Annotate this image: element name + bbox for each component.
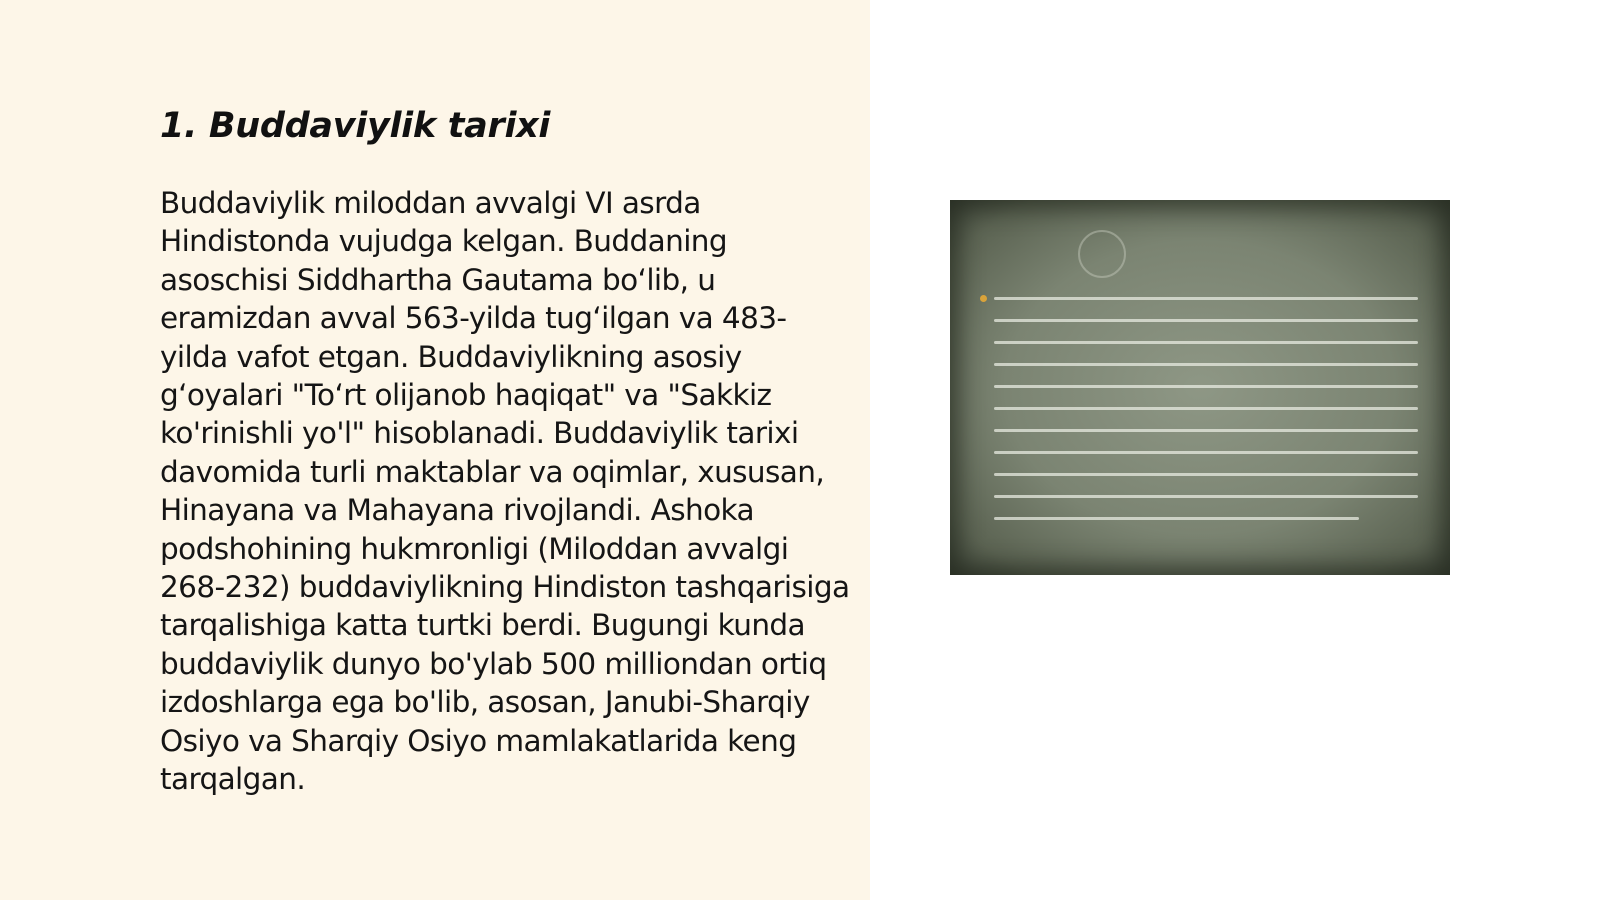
image-text-line (994, 517, 1359, 520)
image-text-line (994, 319, 1418, 322)
image-text-line (994, 407, 1418, 410)
image-text-line (994, 297, 1418, 300)
slide-body-text: Buddaviylik miloddan avvalgi VI asrda Hindistonda vujudga kelgan. Buddaning asoschisi Siddhartha Gautama bo‘lib, u eramizdan avval 563-yilda tug‘ilgan va 483-yilda vafot etgan. Buddaviylikning asosiy g‘oyalari "To‘rt olijanob haqiqat" va "Sakkiz ko'rinishli yo'l" hisoblanadi. Buddaviylik tarixi davomida turli maktablar va oqimlar, xususan, Hinayana va Mahayana rivojlandi. Ashoka podshohining hukmronligi (Miloddan avvalgi 268-232) buddaviylikning Hindiston tashqarisiga tarqalishiga katta turtki berdi. Bugungi kunda buddaviylik dunyo bo'ylab 500 milliondan ortiq izdoshlarga ega bo'lib, asosan, Janubi-Sharqiy Osiyo va Sharqiy Osiyo mamlakatlarida keng tarqalgan. (160, 186, 850, 797)
image-text-line (994, 385, 1418, 388)
image-text-line (994, 495, 1418, 498)
image-text-lines (994, 297, 1418, 539)
image-text-line (994, 473, 1418, 476)
image-text-line (994, 451, 1418, 454)
slide-title: 1. Buddaviylik tarixi (160, 106, 551, 146)
magnifier-icon (1078, 230, 1126, 278)
image-text-line (994, 429, 1418, 432)
slide-image (950, 200, 1450, 575)
bullet-icon (980, 295, 987, 302)
image-text-line (994, 341, 1418, 344)
image-text-line (994, 363, 1418, 366)
image-heading-blur (1090, 238, 1100, 260)
